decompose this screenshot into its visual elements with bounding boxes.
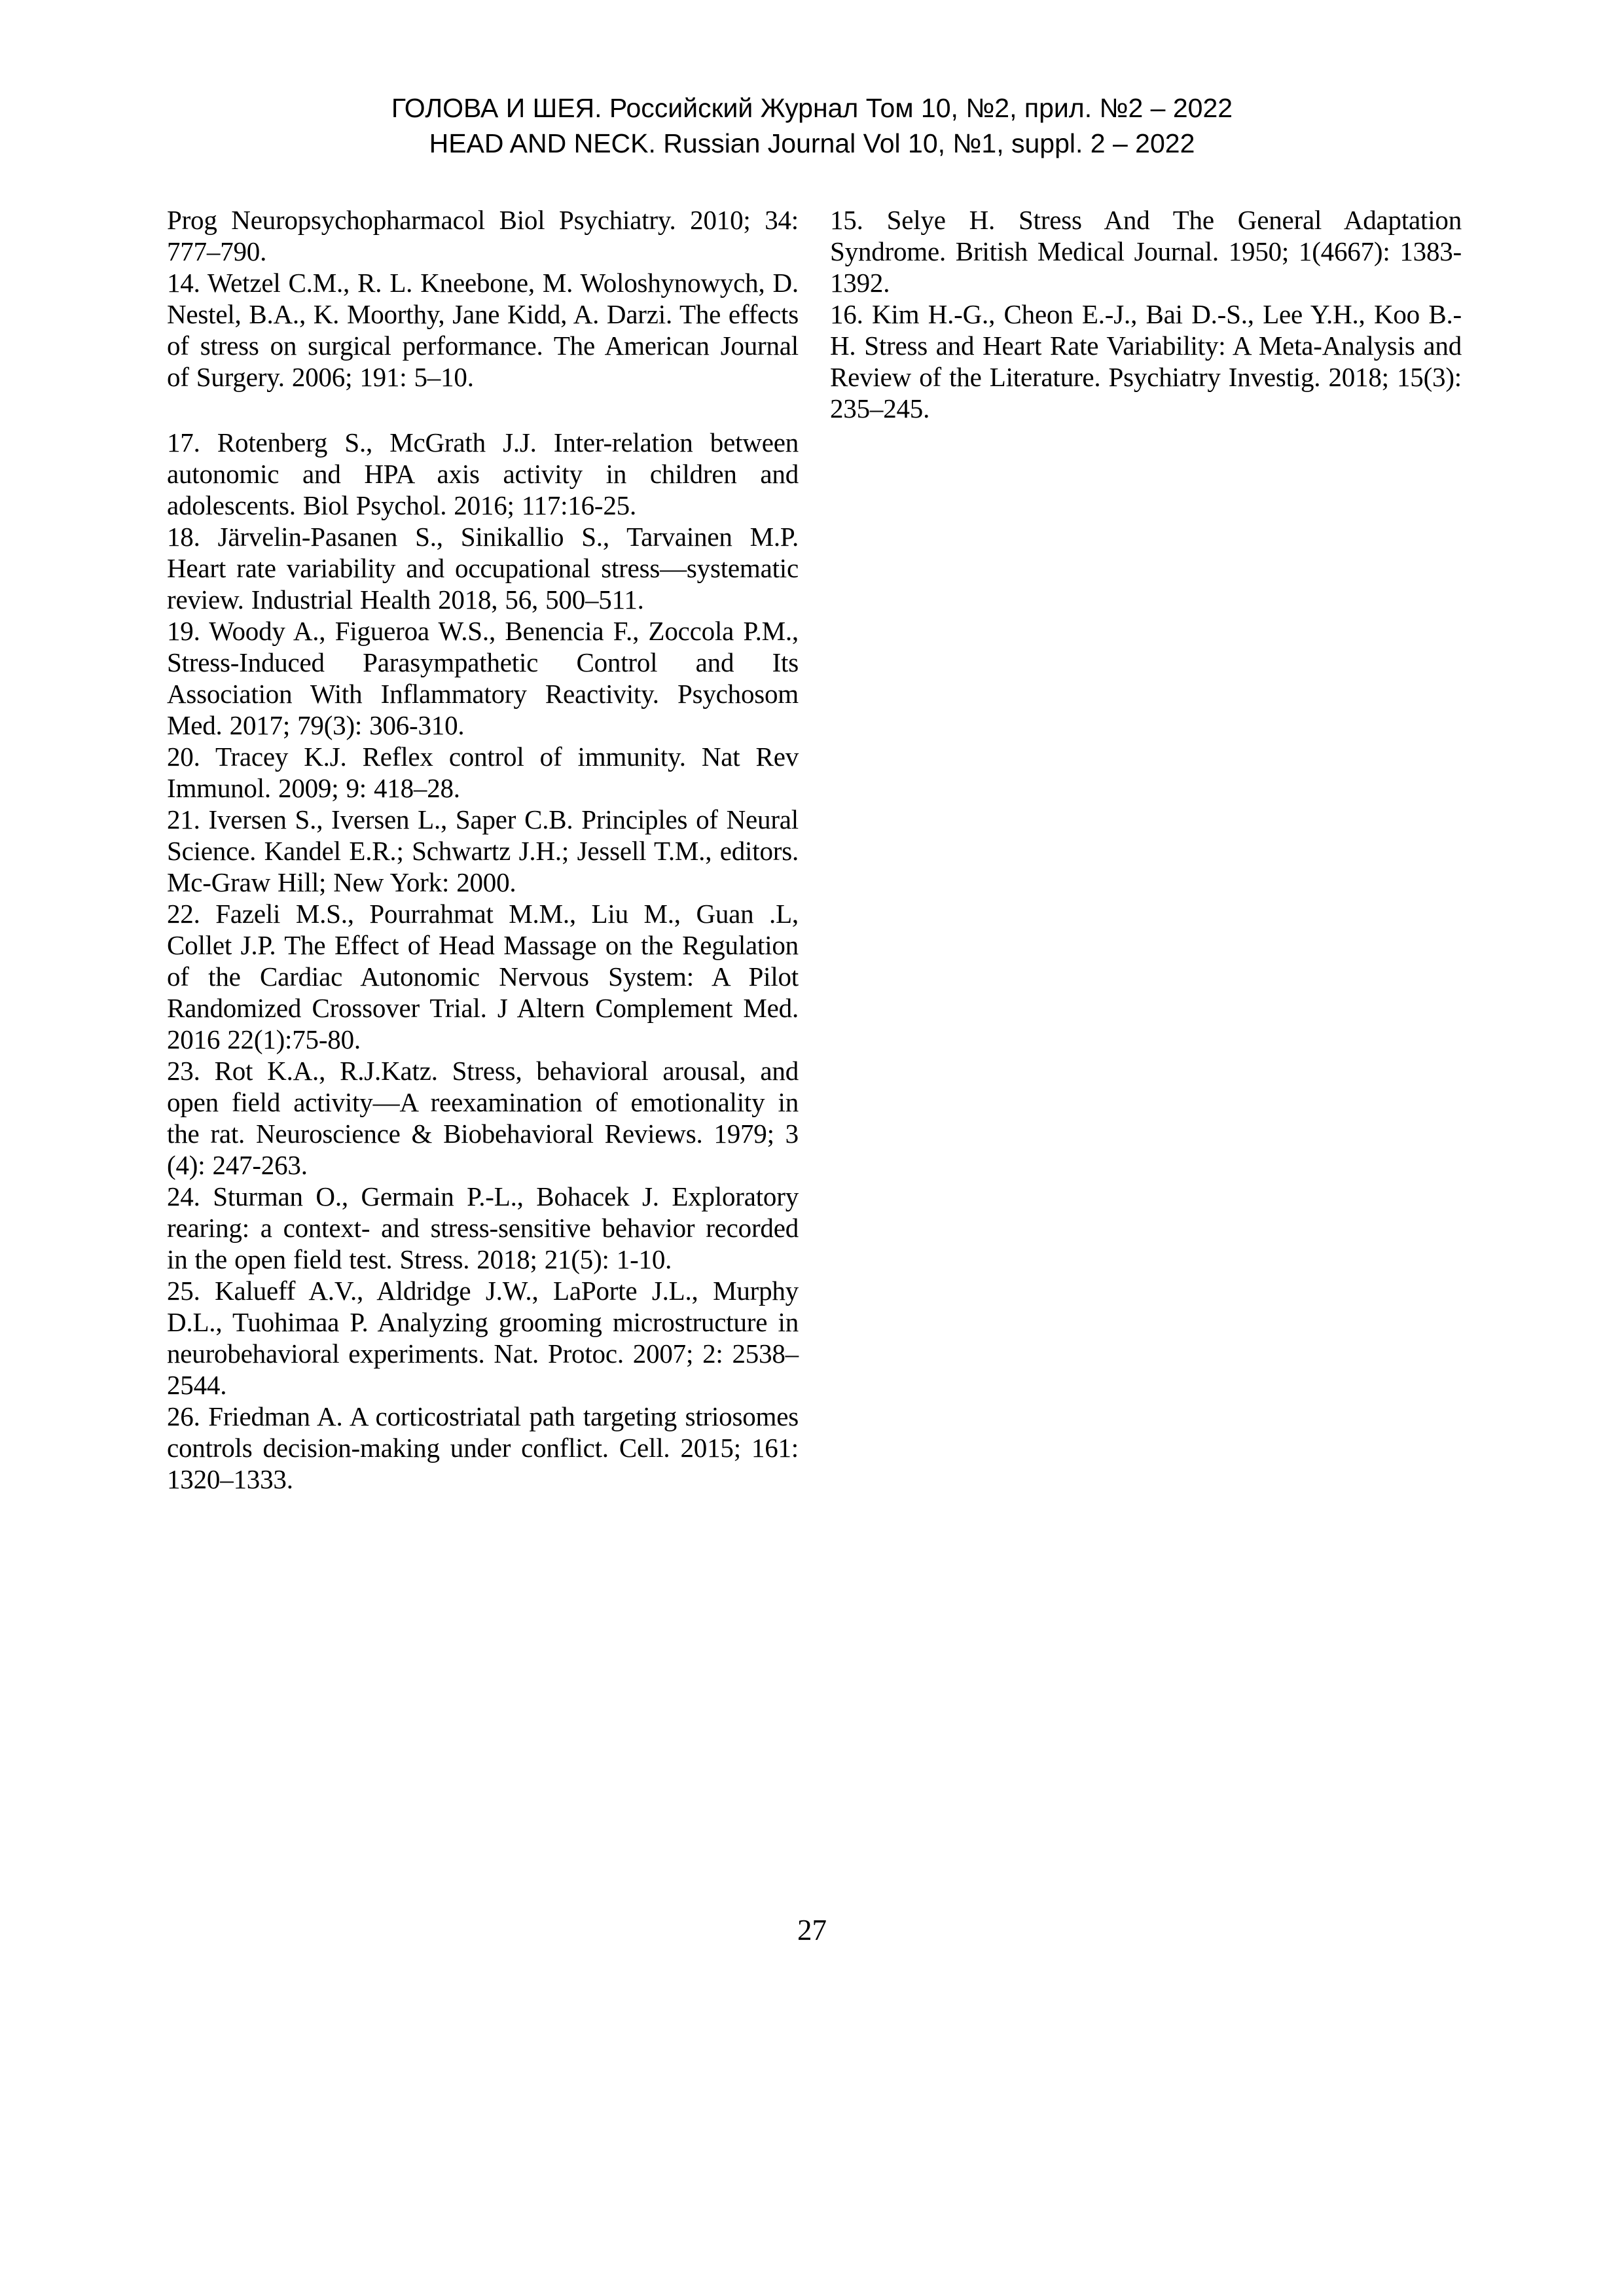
page-number: 27	[797, 1914, 827, 1946]
journal-header	[0, 90, 1624, 161]
reference-item-18: 18. Järvelin-Pasanen S., Sinikallio S., Tarvainen M.P. Heart rate variability and occupational stress—systematic review. Industrial Health 2018, 56, 500–511.	[167, 522, 799, 615]
reference-item-16: 16. Kim H.-G., Cheon E.-J., Bai D.-S., Lee Y.H., Koo B.-H. Stress and Heart Rate Variability: A Meta-Analysis and Review of the Literature. Psychiatry Investig. 2018; 15(3): 235–245.	[830, 299, 1462, 423]
paragraph-break	[167, 393, 799, 427]
reference-item-22: 22. Fazeli M.S., Pourrahmat M.M., Liu M., Guan .L, Collet J.P. The Effect of Head Massage on the Regulation of the Cardiac Autonomic Nervous System: A Pilot Randomized Crossover Trial. J Altern Complement Med. 2016 22(1):75-80.	[167, 899, 799, 1054]
references-right-column	[830, 204, 1462, 1495]
reference-item-23: 23. Rot K.A., R.J.Katz. Stress, behavioral arousal, and open field activity—A reexamination of emotionality in the rat. Neuroscience & Biobehavioral Reviews. 1979; 3 (4): 247-263.	[167, 1056, 799, 1180]
reference-item-14: 14. Wetzel C.M., R. L. Kneebone, M. Woloshynowych, D. Nestel, B.A., K. Moorthy, Jane Kidd, A. Darzi. The effects of stress on surgical performance. The American Journal of Surgery. 2006; 191: 5–10.	[167, 268, 799, 392]
reference-item-15: 15. Selye H. Stress And The General Adaptation Syndrome. British Medical Journal. 1950; 1(4667): 1383-1392.	[830, 205, 1462, 298]
reference-item-20: 20. Tracey K.J. Reflex control of immunity. Nat Rev Immunol. 2009; 9: 418–28.	[167, 742, 799, 803]
references-left-column	[167, 204, 799, 1495]
reference-item-24: 24. Sturman O., Germain P.-L., Bohacek J. Exploratory rearing: a context- and stress-sensitive behavior recorded in the open field test. Stress. 2018; 21(5): 1-10.	[167, 1181, 799, 1274]
reference-item-26: 26. Friedman A. A corticostriatal path targeting striosomes controls decision-making under conflict. Cell. 2015; 161: 1320–1333.	[167, 1401, 799, 1494]
journal-header-russian: ГОЛОВА И ШЕЯ. Российский Журнал Том 10, №2, прил. №2 – 2022	[391, 93, 1233, 123]
reference-item-25: 25. Kalueff A.V., Aldridge J.W., LaPorte J.L., Murphy D.L., Tuohimaa P. Analyzing grooming microstructure in neurobehavioral experiments. Nat. Protoc. 2007; 2: 2538–2544.	[167, 1276, 799, 1400]
references-section	[167, 204, 1462, 1495]
reference-item-21: 21. Iversen S., Iversen L., Saper C.B. Principles of Neural Science. Kandel E.R.; Schwartz J.H.; Jessell T.M., editors. Mc-Graw Hill; New York: 2000.	[167, 804, 799, 897]
reference-item-continuation: Prog Neuropsychopharmacol Biol Psychiatry. 2010; 34: 777–790.	[167, 205, 799, 266]
reference-item-19: 19. Woody A., Figueroa W.S., Benencia F., Zoccola P.M., Stress-Induced Parasympathetic Control and Its Association With Inflammatory Reactivity. Psychosom Med. 2017; 79(3): 306-310.	[167, 616, 799, 740]
reference-item-17: 17. Rotenberg S., McGrath J.J. Inter-relation between autonomic and HPA axis activity in children and adolescents. Biol Psychol. 2016; 117:16-25.	[167, 427, 799, 520]
journal-header-english: HEAD AND NECK. Russian Journal Vol 10, №1, suppl. 2 – 2022	[429, 128, 1195, 158]
